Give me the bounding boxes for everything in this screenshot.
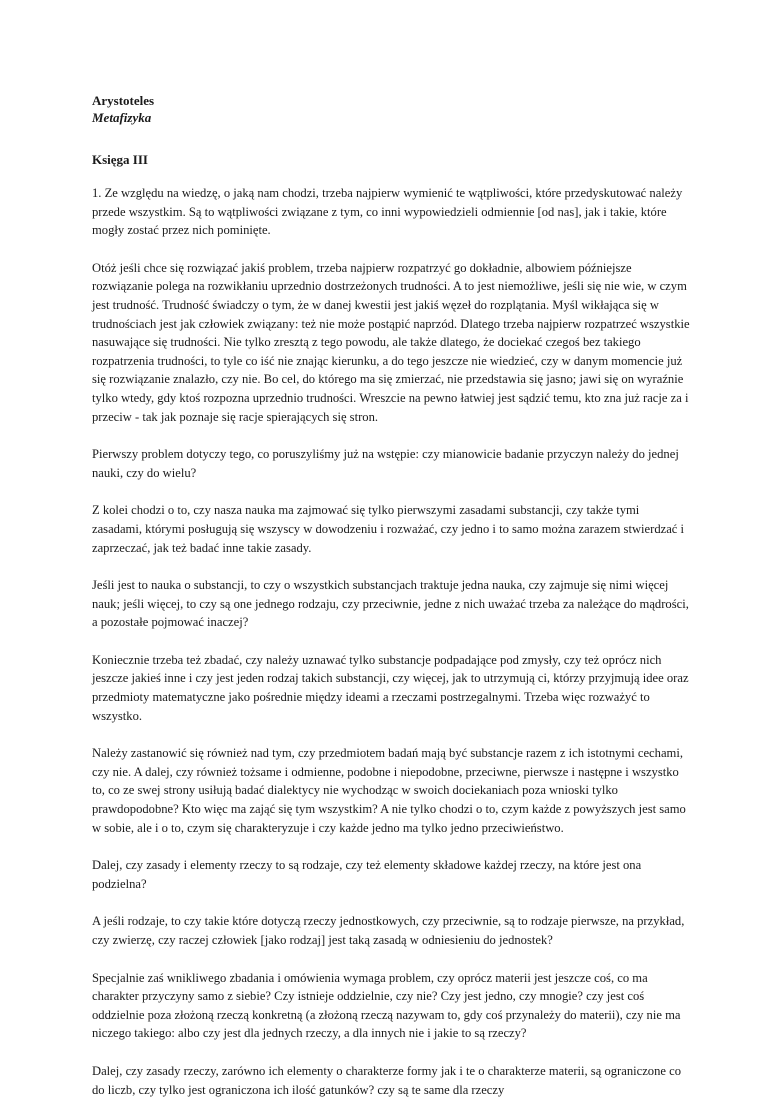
work-title: Metafizyka xyxy=(92,110,152,125)
paragraph-3: Pierwszy problem dotyczy tego, co poruszyliśmy już na wstępie: czy mianowicie badanie przyczyn należy do jednej nauki, czy do wielu? xyxy=(92,447,679,480)
document-page xyxy=(92,92,692,1118)
paragraph-6: Koniecznie trzeba też zbadać, czy należy uznawać tylko substancje podpadające pod zmysły, czy też oprócz nich jeszcze jakieś inne i czy jest jeden rodzaj takich substancji, czy więcej, jak to utrzymują ci, którzy przyjmują idee oraz przedmioty matematyczne jako pośrednie między ideami a rzeczami postrzegalnymi. Trzeba więc rozważyć to wszystko. xyxy=(92,652,689,723)
paragraph-5: Jeśli jest to nauka o substancji, to czy o wszystkich substancjach traktuje jedna nauka, czy zajmuje się nimi więcej nauk; jeśli więcej, to czy są one jednego rodzaju, czy przeciwnie, jedne z nich uważać trzeba za należące do mądrości, a pozostałe pojmować inaczej? xyxy=(92,578,689,630)
paragraph-9: A jeśli rodzaje, to czy takie które dotyczą rzeczy jednostkowych, czy przeciwnie, są to rodzaje pierwsze, na przykład, czy zwierzę, czy raczej człowiek [jako rodzaj] jest taką zasadą w odniesieniu do jednostek? xyxy=(92,914,685,947)
paragraph-11: Dalej, czy zasady rzeczy, zarówno ich elementy o charakterze formy jak i te o charakterze materii, są ograniczone co do liczb, czy tylko jest ograniczona ich ilość gatunków? czy są te same dla rzeczy xyxy=(92,1063,682,1097)
paragraph-2: Otóż jeśli chce się rozwiązać jakiś problem, trzeba najpierw rozpatrzyć go dokładnie, albowiem późniejsze rozwiązanie polega na rozwikłaniu uprzednio dostrzeżonych trudności. A to jest niemożliwe, jeśli się nie wie, w czym jest trudność. Trudność świadczy o tym, że w danej kwestii jest jakiś węzeł do rozplątania. Myśl wikłająca się w trudnościach jest jak człowiek związany: też nie może postąpić naprzód. Dlatego trzeba najpierw rozpatrzeć wszystkie nasuwające się trudności. Nie tylko zresztą z tego powodu, ale także dlatego, że dociekać czegoś bez takiego rozpatrzenia trudności, to tyle co iść nie znając kierunku, a do tego jeszcze nie wiedzieć, czy w danym momencie już się rozwiązanie znalazło, czy nie. Bo cel, do którego ma się zmierzać, nie przedstawia się jasno; jawi się on wyraźnie tylko wtedy, gdy ktoś rozpozna uprzednio trudności. Wreszcie na pewno łatwiej jest sądzić temu, kto zna już racje za i przeciw - tak jak poznaje się racje spierających się stron. xyxy=(92,260,690,424)
paragraph-10: Specjalnie zaś wnikliwego zbadania i omówienia wymaga problem, czy oprócz materii jest jeszcze coś, co ma charakter przyczyny samo z siebie? Czy istnieje oddzielnie, czy nie? Czy jest jedno, czy mnogie? czy jest coś oddzielnie poza złożoną rzeczą konkretną (a złożoną rzeczą nazywam to, gdy coś przynależy do materii), czy nie ma niczego takiego: albo czy jest dla jednych rzeczy, a dla innych nie i jakie to są rzeczy? xyxy=(92,970,681,1041)
paragraph-1: 1. Ze względu na wiedzę, o jaką nam chodzi, trzeba najpierw wymienić te wątpliwości, które przedyskutować należy przede wszystkim. Są to wątpliwości związane z tym, co inni wypowiedzieli odmiennie [od nas], jak i takie, które mogły zostać przez nich pominięte. xyxy=(92,186,683,238)
paragraph-7: Należy zastanowić się również nad tym, czy przedmiotem badań mają być substancje razem z ich istotnymi cechami, czy nie. A dalej, czy również tożsame i odmienne, podobne i niepodobne, przeciwne, pierwsze i następne i wszystko to, co ze swej strony usiłują badać dialektycy nie wychodząc w swoich dociekaniach poza wnioski tylko prawdopodobne? Kto więc ma zająć się tym wszystkim? A nie tylko chodzi o to, czym każde z powyższych jest samo w sobie, ale i o to, czym się charakteryzuje i czy każde jedno ma tylko jedno przeciwieństwo. xyxy=(92,746,686,835)
author-name: Arystoteles xyxy=(92,93,155,108)
book-heading: Księga III xyxy=(92,152,148,167)
paragraph-4: Z kolei chodzi o to, czy nasza nauka ma zajmować się tylko pierwszymi zasadami substancji, czy także tymi zasadami, którymi posługują się wszyscy w dowodzeniu i rozważać, czy jedno i to samo można zarazem stwierdzać i zaprzeczać, jak też badać inne takie zasady. xyxy=(92,503,685,555)
paragraph-8: Dalej, czy zasady i elementy rzeczy to są rodzaje, czy też elementy składowe każdej rzeczy, na które jest ona podzielna? xyxy=(92,858,642,891)
